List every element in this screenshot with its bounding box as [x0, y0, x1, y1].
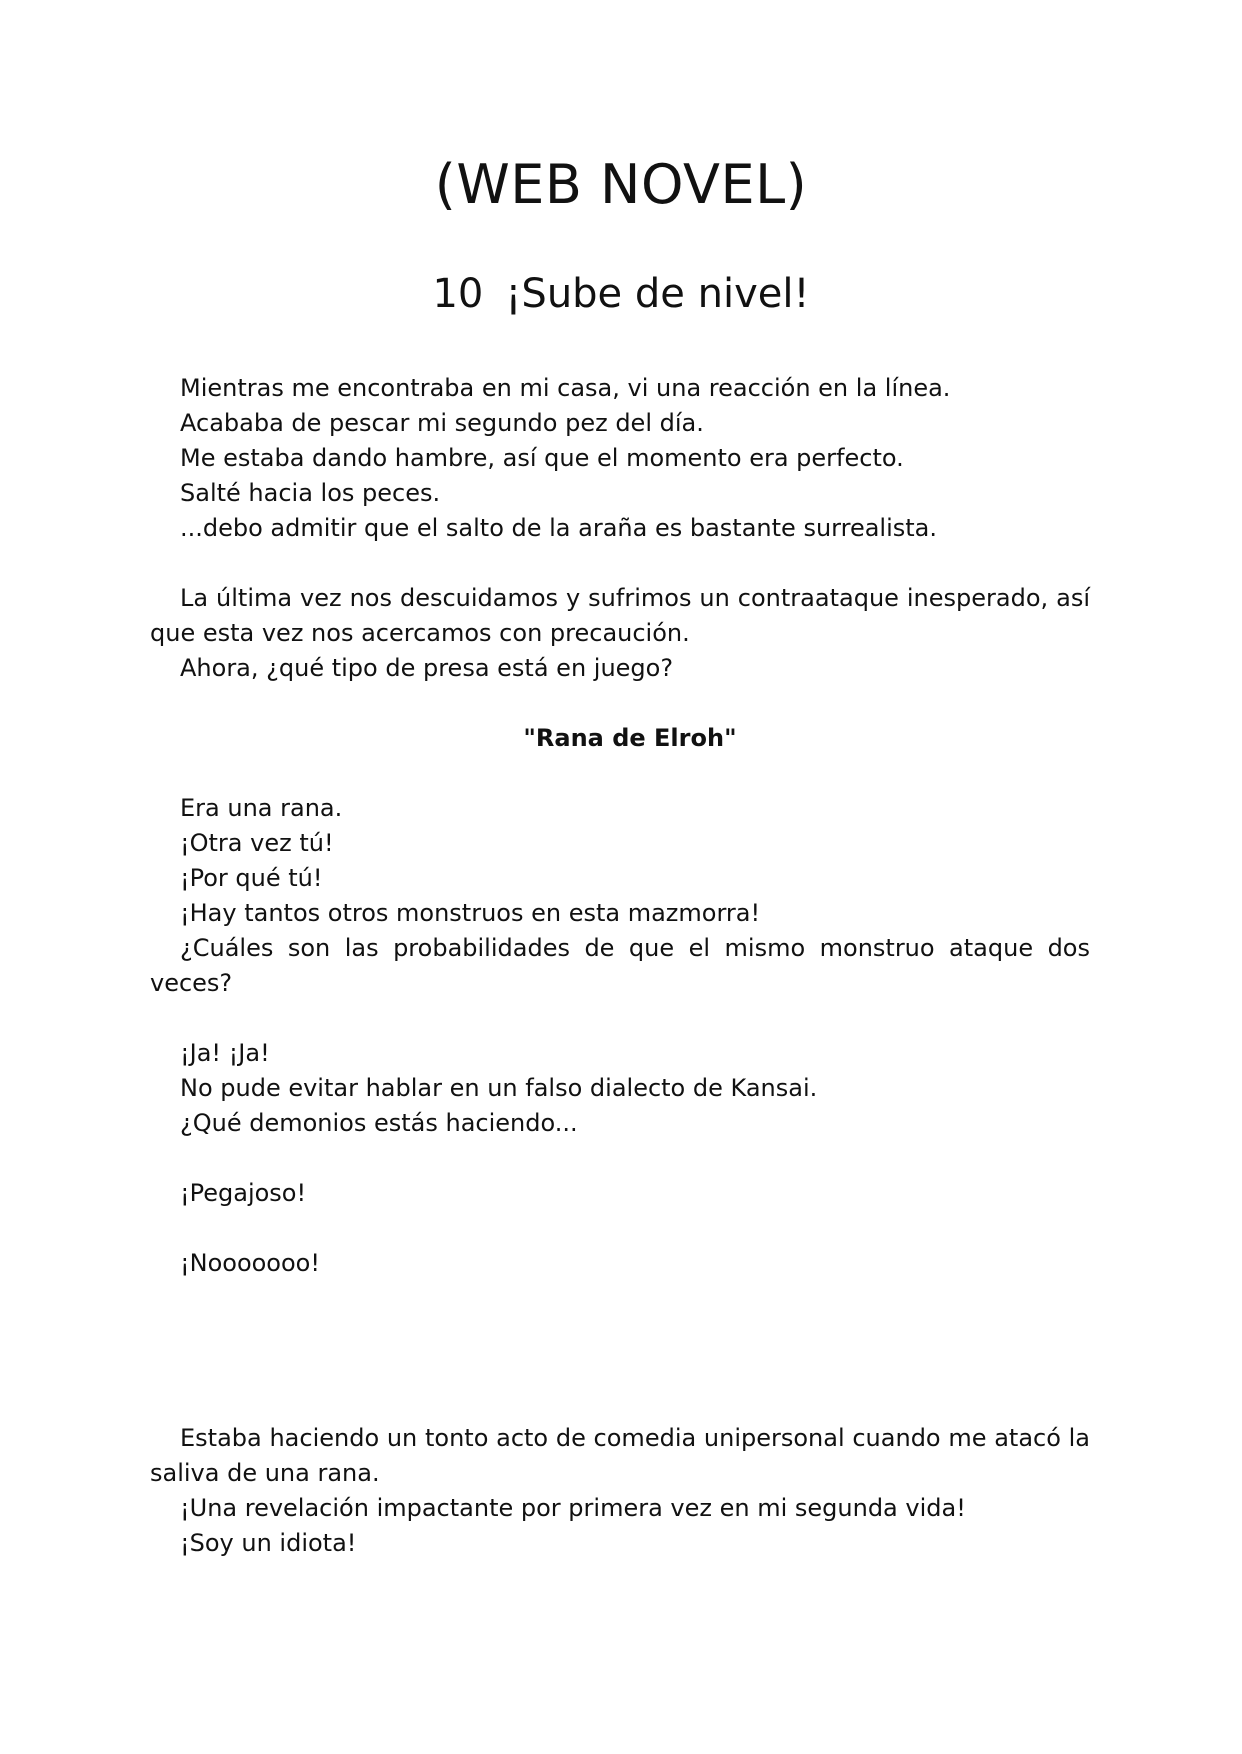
appraisal-result: "Rana de Elroh": [523, 724, 737, 752]
paragraph: ¡Una revelación impactante por primera vez en mi segunda vida!: [180, 1494, 966, 1522]
paragraph: ¿Cuáles son las probabilidades de que el mismo monstruo ataque dos veces?: [150, 934, 1090, 997]
chapter-title: [0, 268, 1242, 320]
paragraph: Estaba haciendo un tonto acto de comedia unipersonal cuando me atacó la saliva de una rana.: [150, 1424, 1090, 1487]
paragraph: ¿Qué demonios estás haciendo...: [180, 1109, 578, 1137]
paragraph: Era una rana.: [180, 794, 343, 822]
chapter-name: ¡Sube de nivel!: [505, 271, 810, 317]
paragraph: Acababa de pescar mi segundo pez del día.: [180, 409, 704, 437]
chapter-body: [150, 371, 1090, 1561]
series-title: (WEB NOVEL): [434, 153, 808, 216]
paragraph: Salté hacia los peces.: [180, 479, 441, 507]
chapter-number: 10: [432, 271, 484, 317]
blank-line: [150, 1141, 1090, 1176]
paragraph: La última vez nos descuidamos y sufrimos un contraataque inesperado, así que esta vez nos acercamos con precaución.: [150, 584, 1090, 647]
paragraph: ¡Hay tantos otros monstruos en esta mazmorra!: [180, 899, 761, 927]
blank-line: [150, 546, 1090, 581]
paragraph: ¡Pegajoso!: [180, 1179, 307, 1207]
paragraph: Me estaba dando hambre, así que el momento era perfecto.: [180, 444, 904, 472]
section-break: [150, 1281, 1090, 1421]
paragraph: Ahora, ¿qué tipo de presa está en juego?: [180, 654, 674, 682]
blank-line: [150, 1211, 1090, 1246]
paragraph: Mientras me encontraba en mi casa, vi una reacción en la línea.: [180, 374, 951, 402]
blank-line: [150, 686, 1090, 721]
blank-line: [150, 756, 1090, 791]
paragraph: ¡Por qué tú!: [180, 864, 323, 892]
paragraph: ¡Nooooooo!: [180, 1249, 320, 1277]
paragraph: ¡Ja! ¡Ja!: [180, 1039, 270, 1067]
paragraph: ...debo admitir que el salto de la araña es bastante surrealista.: [180, 514, 937, 542]
paragraph: No pude evitar hablar en un falso dialecto de Kansai.: [180, 1074, 818, 1102]
paragraph: ¡Otra vez tú!: [180, 829, 334, 857]
paragraph: ¡Soy un idiota!: [180, 1529, 357, 1557]
blank-line: [150, 1001, 1090, 1036]
